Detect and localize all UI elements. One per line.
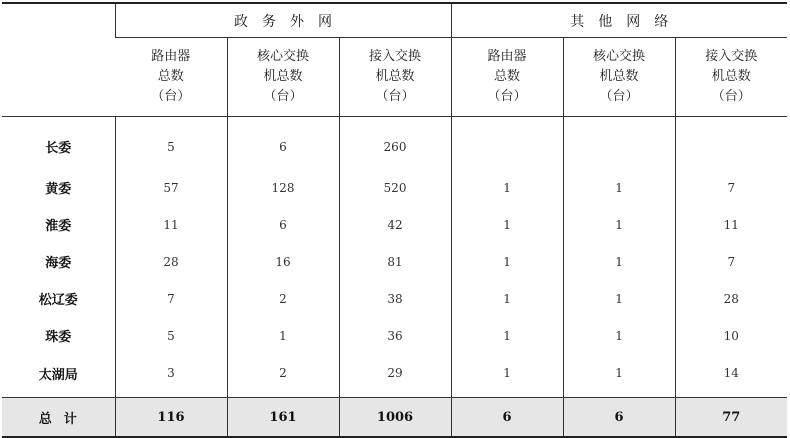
column-header: 接入交换 机总数 （台）	[339, 38, 451, 117]
table-cell	[675, 117, 787, 170]
column-header: 路由器 总数 （台）	[115, 38, 227, 117]
table-cell: 36	[339, 317, 451, 354]
row-label: 长委	[45, 141, 72, 156]
table-cell: 260	[339, 117, 451, 170]
table-cell: 1	[563, 169, 675, 206]
table-cell: 1	[451, 354, 563, 398]
total-cell: 77	[675, 398, 787, 438]
table-cell: 128	[227, 169, 339, 206]
row-label: 珠委	[45, 330, 72, 345]
table-cell: 28	[115, 243, 227, 280]
table-cell: 7	[115, 280, 227, 317]
table-cell: 7	[675, 169, 787, 206]
column-header: 核心交换 机总数 （台）	[563, 38, 675, 117]
row-label: 黄委	[45, 182, 72, 197]
table-row	[2, 206, 787, 243]
table-cell: 81	[339, 243, 451, 280]
table-cell: 5	[115, 317, 227, 354]
table-row	[2, 317, 787, 354]
group-header-gov-network: 政务外网	[115, 3, 451, 38]
column-header: 核心交换 机总数 （台）	[227, 38, 339, 117]
total-cell: 6	[451, 398, 563, 438]
table-cell: 28	[675, 280, 787, 317]
table-row	[2, 169, 787, 206]
table-cell: 1	[227, 317, 339, 354]
row-label: 海委	[45, 256, 72, 271]
table-cell: 10	[675, 317, 787, 354]
table-row	[2, 354, 787, 398]
table-cell: 1	[451, 317, 563, 354]
table-row	[2, 280, 787, 317]
table-cell: 2	[227, 280, 339, 317]
table-row	[2, 243, 787, 280]
table-cell: 2	[227, 354, 339, 398]
table-cell: 11	[675, 206, 787, 243]
total-cell: 116	[115, 398, 227, 438]
table-cell: 1	[563, 206, 675, 243]
network-equipment-table	[2, 2, 787, 438]
table-cell: 14	[675, 354, 787, 398]
table-cell	[563, 117, 675, 170]
group-header-other-network: 其他网络	[451, 3, 787, 38]
table-cell: 57	[115, 169, 227, 206]
table-cell: 1	[563, 280, 675, 317]
table-cell: 5	[115, 117, 227, 170]
total-label: 总计	[2, 398, 115, 438]
table-cell: 29	[339, 354, 451, 398]
table-cell	[451, 117, 563, 170]
table-cell: 1	[563, 354, 675, 398]
table-cell: 1	[563, 243, 675, 280]
column-header: 路由器 总数 （台）	[451, 38, 563, 117]
total-cell: 161	[227, 398, 339, 438]
total-row	[2, 398, 787, 438]
table-cell: 520	[339, 169, 451, 206]
total-cell: 1006	[339, 398, 451, 438]
table-cell: 1	[451, 169, 563, 206]
table-cell: 1	[563, 317, 675, 354]
table-cell: 16	[227, 243, 339, 280]
table-cell: 6	[227, 206, 339, 243]
table-cell: 1	[451, 280, 563, 317]
table-cell: 7	[675, 243, 787, 280]
table-cell: 3	[115, 354, 227, 398]
table-row	[2, 117, 787, 170]
table-cell: 42	[339, 206, 451, 243]
table-cell: 6	[227, 117, 339, 170]
table-cell: 38	[339, 280, 451, 317]
row-label: 淮委	[45, 219, 72, 234]
column-header: 接入交换 机总数 （台）	[675, 38, 787, 117]
row-label: 太湖局	[38, 367, 78, 383]
total-cell: 6	[563, 398, 675, 438]
table-cell: 1	[451, 206, 563, 243]
table-cell: 1	[451, 243, 563, 280]
corner-cell	[2, 3, 115, 117]
row-label: 松辽委	[38, 293, 78, 308]
table-cell: 11	[115, 206, 227, 243]
